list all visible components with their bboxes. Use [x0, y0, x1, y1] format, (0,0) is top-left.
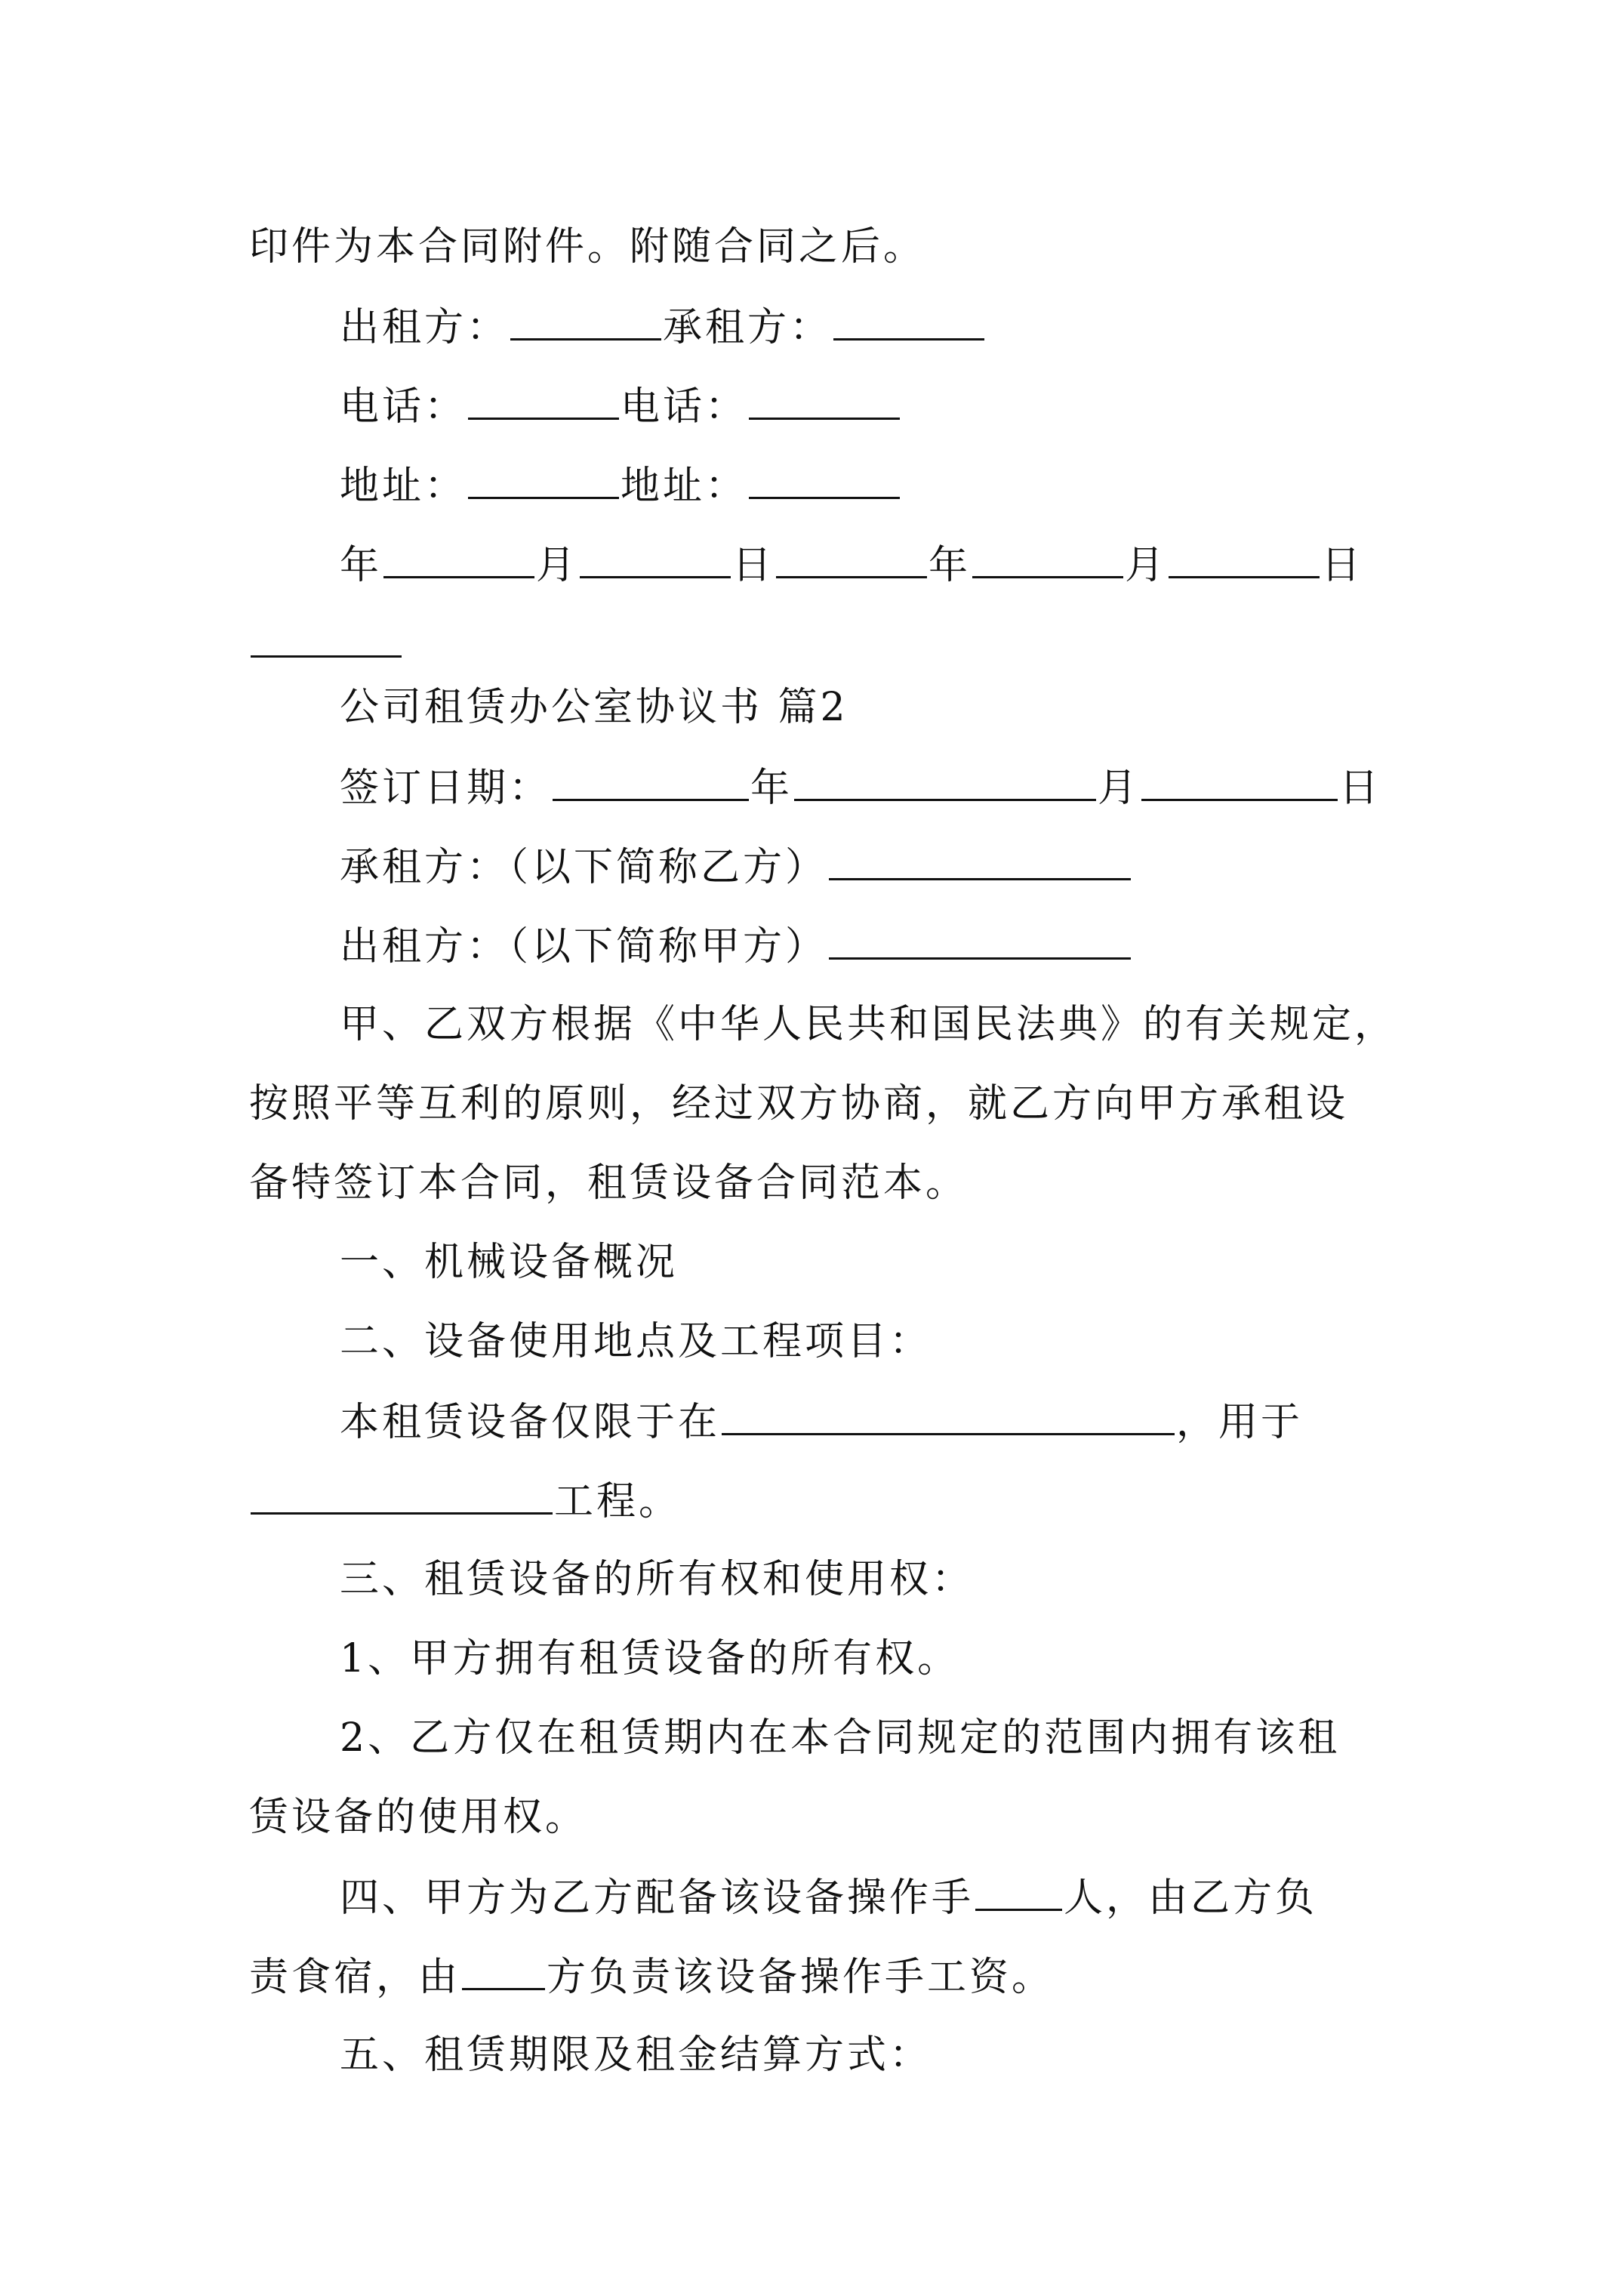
month-blank[interactable] — [580, 540, 731, 578]
operator-count-blank[interactable] — [975, 1872, 1062, 1911]
lessee-b-blank[interactable] — [829, 842, 1131, 880]
sign-date-label: 签订日期： — [340, 766, 552, 811]
month-blank-b[interactable] — [1169, 540, 1320, 578]
address-label-b: 地址： — [621, 464, 748, 509]
text: ，用于 — [1176, 1400, 1304, 1445]
address-blank-a[interactable] — [468, 461, 619, 499]
text: 1、甲方拥有租赁设备的所有权。 — [340, 1636, 960, 1681]
sign-year-label: 年 — [750, 766, 793, 811]
phone-label: 电话： — [340, 384, 467, 430]
wage-party-blank[interactable] — [462, 1952, 545, 1990]
day-blank[interactable] — [776, 540, 927, 578]
text: 人，由乙方负 — [1064, 1875, 1318, 1921]
text-line — [249, 223, 925, 271]
lessee-blank[interactable] — [833, 302, 984, 341]
phone-line — [340, 381, 901, 430]
project-blank[interactable] — [251, 1476, 553, 1515]
lessor-label: 出租方： — [340, 305, 510, 350]
text-line — [340, 1714, 1340, 1762]
phone-blank-a[interactable] — [468, 381, 619, 420]
operator-line — [340, 1872, 1317, 1921]
lessee-b-label: 承租方：（以下简称乙方） — [340, 845, 828, 890]
year-blank[interactable] — [383, 540, 534, 578]
date-line-continued — [249, 619, 403, 667]
sign-month-label: 月 — [1098, 766, 1141, 811]
date-line — [340, 540, 1363, 588]
text: 五、租赁期限及租金结算方式： — [340, 2032, 932, 2078]
address-label: 地址： — [340, 464, 467, 509]
text-line — [340, 1238, 678, 1287]
text: 2、乙方仅在租赁期内在本合同规定的范围内拥有该租 — [340, 1715, 1341, 1761]
lessor-a-blank[interactable] — [829, 921, 1131, 960]
text: 赁设备的使用权。 — [249, 1795, 588, 1840]
section-heading — [340, 683, 848, 732]
text-line — [340, 2031, 932, 2079]
lessor-a-line — [340, 921, 1132, 969]
lessee-label: 承租方： — [663, 305, 833, 350]
text: 三、租赁设备的所有权和使用权： — [340, 1557, 975, 1602]
signature-parties-line — [340, 302, 986, 350]
text: 印件为本合同附件。附随合同之后。 — [249, 224, 926, 270]
text: 甲、乙双方根据《中华人民共和国民法典》的有关规定， — [340, 1002, 1397, 1047]
text-line — [249, 1159, 968, 1207]
year-blank-b[interactable] — [972, 540, 1123, 578]
location-blank[interactable] — [722, 1397, 1175, 1435]
sign-year-blank[interactable] — [553, 763, 749, 801]
day-label-b: 日 — [1321, 543, 1364, 588]
text-line — [340, 1000, 1397, 1049]
text-line — [249, 1080, 1348, 1128]
phone-label-b: 电话： — [621, 384, 748, 430]
text-line — [340, 1635, 959, 1683]
text: 二、设备使用地点及工程项目： — [340, 1319, 932, 1364]
text: 责食宿，由 — [249, 1955, 461, 2000]
text-line — [340, 1318, 932, 1366]
sign-date-line — [340, 763, 1381, 811]
month-label-b: 月 — [1125, 543, 1168, 588]
text-line — [340, 1555, 974, 1604]
address-blank-b[interactable] — [749, 461, 900, 499]
sign-day-label: 日 — [1339, 766, 1382, 811]
heading-text: 公司租赁办公室协议书 篇2 — [340, 685, 848, 730]
text: 本租赁设备仅限于在 — [340, 1400, 721, 1445]
lessor-a-label: 出租方：（以下简称甲方） — [340, 924, 828, 969]
day-label: 日 — [732, 543, 775, 588]
lessor-blank[interactable] — [510, 302, 661, 341]
address-line — [340, 461, 901, 509]
text: 一、机械设备概况 — [340, 1240, 679, 1285]
project-line — [249, 1476, 681, 1524]
text: 按照平等互利的原则，经过双方协商，就乙方向甲方承租设 — [249, 1081, 1349, 1126]
text: 工程。 — [554, 1479, 682, 1524]
text: 方负责该设备操作手工资。 — [547, 1955, 1055, 2000]
month-label: 月 — [536, 543, 579, 588]
lessee-b-line — [340, 842, 1132, 890]
text-line — [249, 1793, 587, 1841]
location-line — [340, 1397, 1303, 1445]
phone-blank-b[interactable] — [749, 381, 900, 420]
year-label: 年 — [340, 543, 383, 588]
day-blank-b[interactable] — [251, 619, 402, 658]
text: 备特签订本合同，租赁设备合同范本。 — [249, 1160, 969, 1206]
wage-line — [249, 1952, 1054, 2000]
sign-day-blank[interactable] — [1141, 763, 1338, 801]
text: 四、甲方为乙方配备该设备操作手 — [340, 1875, 975, 1921]
sign-month-blank[interactable] — [794, 763, 1096, 801]
year-label-b: 年 — [929, 543, 972, 588]
